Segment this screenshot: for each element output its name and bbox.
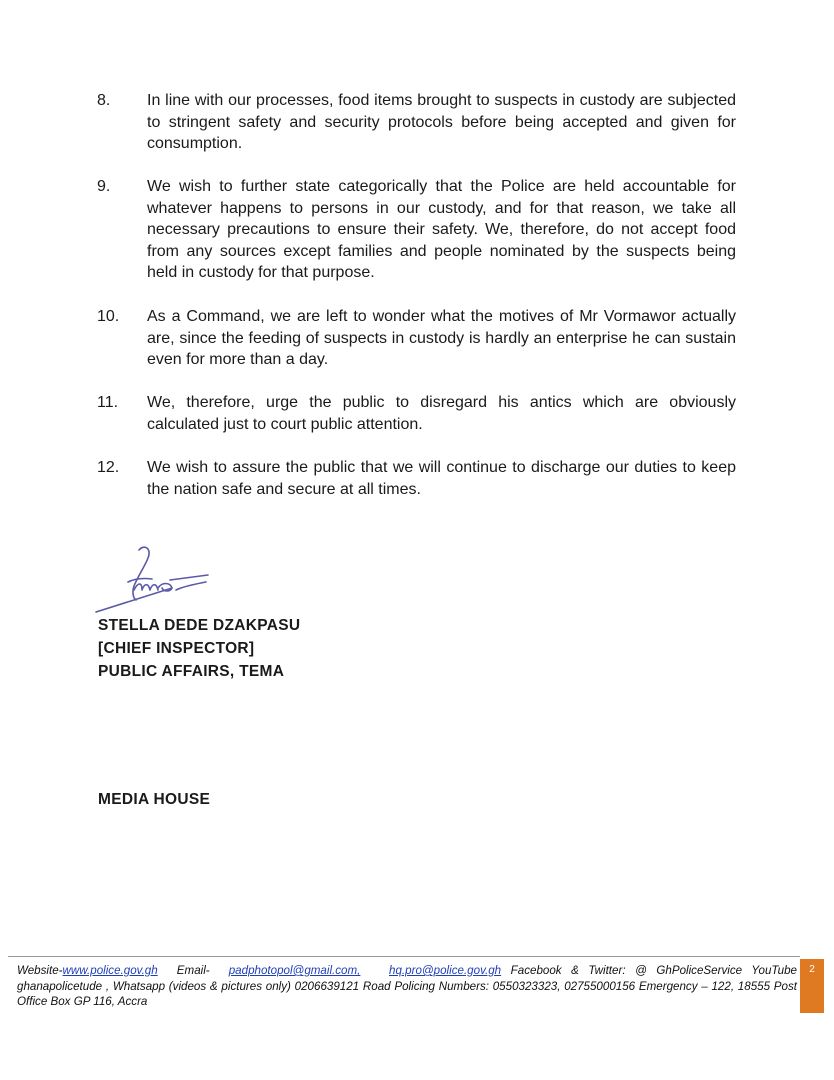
paragraph-number: 12. [97,459,120,476]
footer-contact-details: Facebook & Twitter: @ GhPoliceService YouTube ghanapolicetude , Whatsapp (videos & pictures only) 0206639121 Road Policing Numbers: 0550323323, 02755000156 Emergency – 122, 18555 Post Office Box GP 116, Accra [17,964,797,1008]
website-label: Website- [17,964,63,977]
paragraph-text: We wish to assure the public that we will continue to discharge our duties to keep the nation safe and secure at all times. [147,459,736,498]
paragraph-number: 8. [97,92,111,109]
footer-divider [8,956,800,957]
paragraph-text: In line with our processes, food items brought to suspects in custody are subjected to stringent safety and security protocols before being accepted and given for consumption. [147,92,736,152]
paragraph-text: As a Command, we are left to wonder what the motives of Mr Vormawor actually are, since the feeding of suspects in custody is hardly an enterprise he can sustain even for more than a day. [147,308,736,368]
signatory-office: PUBLIC AFFAIRS, TEMA [98,663,285,680]
paragraph-number: 10. [97,308,120,325]
page-number-badge [800,959,824,1013]
paragraph-text: We, therefore, urge the public to disregard his antics which are obviously calculated just to court public attention. [147,394,736,433]
footer-contact [17,963,797,1010]
paragraph-number: 9. [97,178,111,195]
page-number: 2 [809,964,815,975]
signatory-name: STELLA DEDE DZAKPASU [98,617,301,634]
signature-image [92,542,222,617]
email-link-padphotopol[interactable]: padphotopol@gmail.com, [228,964,361,977]
signatory-rank: [CHIEF INSPECTOR] [98,640,255,657]
recipient-label: MEDIA HOUSE [98,791,211,808]
email-label: Email- [176,964,210,977]
paragraph-number: 11. [97,394,119,411]
paragraph-text: We wish to further state categorically that the Police are held accountable for whatever happens to persons in our custody, and for that reason, we take all necessary precautions to ensure their safety. We, therefore, do not accept food from any sources except families and people nominated by the suspects being held in custody for that purpose. [147,178,736,281]
email-link-hqpro[interactable]: hq.pro@police.gov.gh [389,964,502,977]
website-link[interactable]: www.police.gov.gh [62,964,158,977]
